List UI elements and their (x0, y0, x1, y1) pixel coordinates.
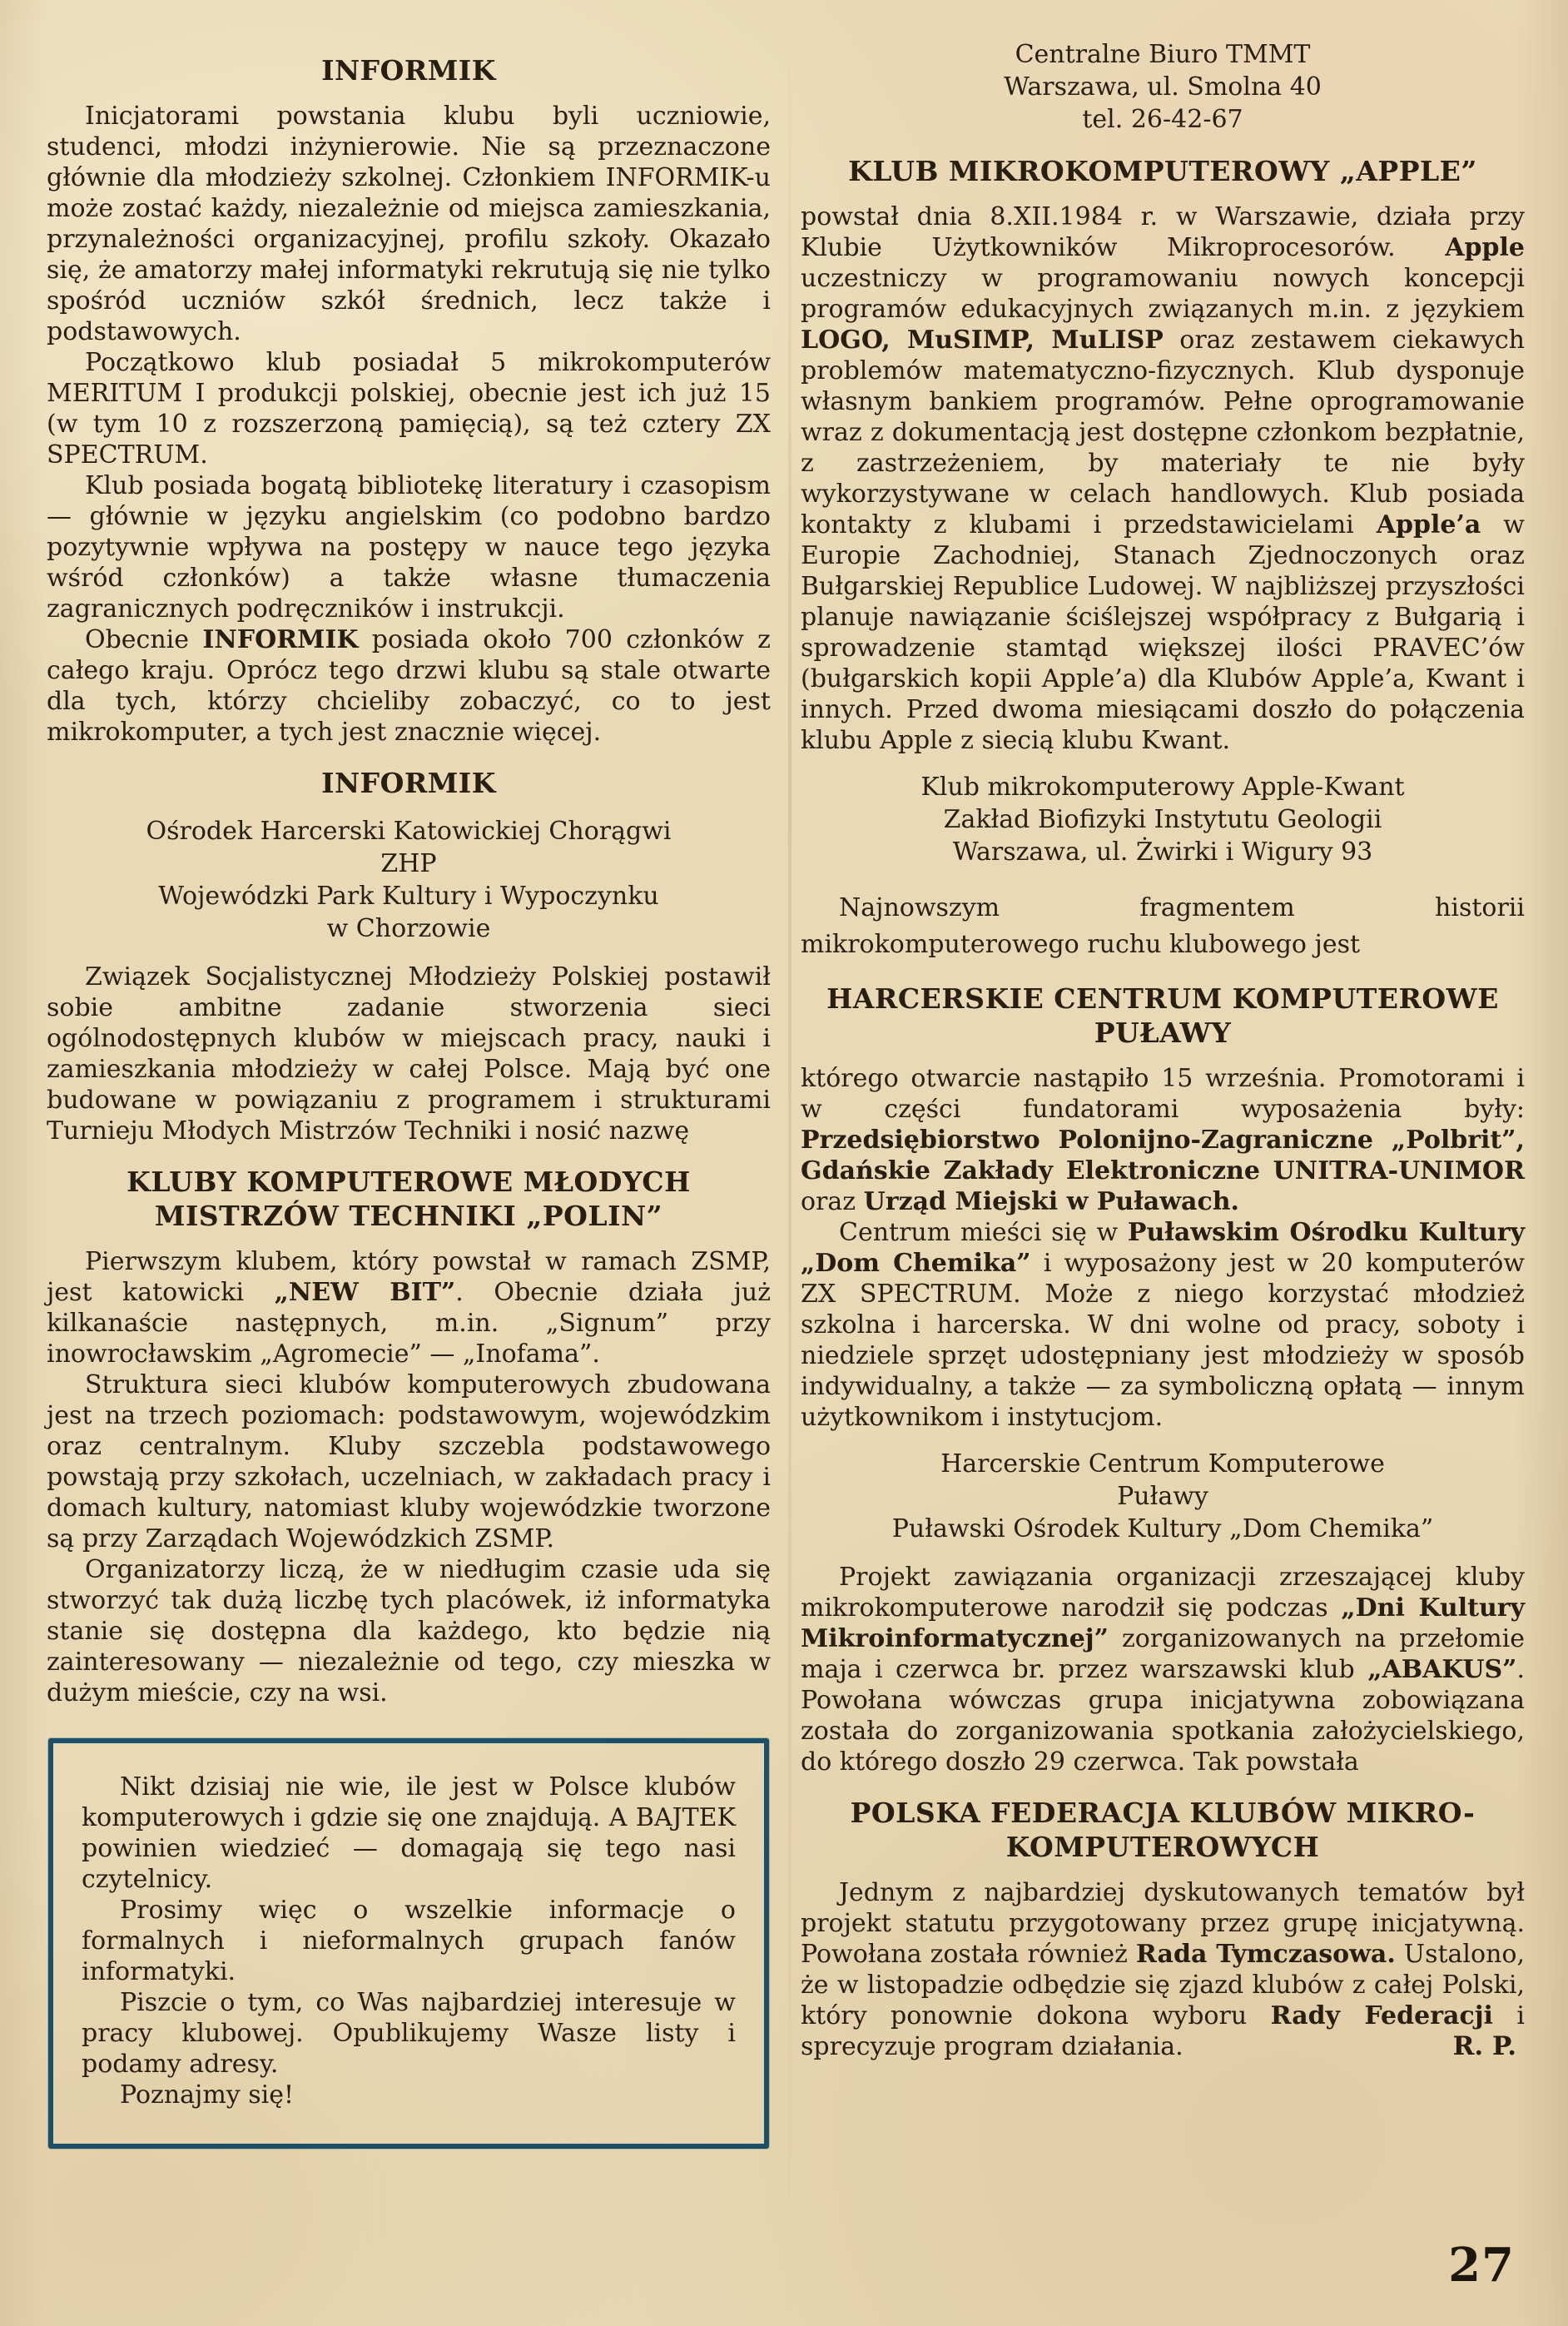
apple-paragraph: powstał dnia 8.XII.1984 r. w Warszawie, działa przy Klubie Użytkowników Mikroprocesorów. Apple uczestniczy w programowaniu nowych koncepcji programów edukacyjnych związanych m.in. z językiem LOGO, MuSIMP, MuLISP oraz zestawem ciekawych problemów matematyczno-fizycznych. Klub dysponuje własnym bankiem programów. Pełne oprogramowanie wraz z dokumentacją jest dostępne członkom bezpłatnie, z zastrzeżeniem, by materiały te nie były wykorzystywane w celach handlowych. Klub posiada kontakty z klubami i przedstawicielami Apple’a w Europie Zachodniej, Stanach Zjednoczonych oraz Bułgarskiej Republice Ludowej. W najbliższej przyszłości planuje nawiązanie ściślejszej współpracy z Bułgarią i sprowadzenie stamtąd większej ilości PRAVEC’ów (bułgarskich kopii Apple’a) dla Klubów Apple’a, Kwant i innych. Przed dwoma miesiącami doszło do połączenia klubu Apple z siecią klubu Kwant. (801, 202, 1525, 755)
address-line: Puławski Ośrodek Kultury „Dom Chemika” (891, 1514, 1434, 1543)
organizatorzy-paragraph: Organizatorzy liczą, że w niedługim czasie uda się stworzyć tak dużą liczbę tych placówek, iż informatyka stanie się dostępna dla każdego, kto będzie nią zainteresowany — niezależnie od tego, czy mieszka w dużym mieście, czy na wsi. (47, 1555, 771, 1707)
address-line: Harcerskie Centrum Komputerowe (940, 1449, 1385, 1479)
meritum-paragraph: Początkowo klub posiadał 5 mikrokomputerów MERITUM I produkcji polskiej, obecnie jest ich już 15 (w tym 10 z rozszerzoną pamięcią), są też cztery ZX SPECTRUM. (47, 348, 771, 470)
library-paragraph: Klub posiada bogatą bibliotekę literatury i czasopism — głównie w języku angielskim (co podobno bardzo pozytywnie wpływa na postępy w nauce tego języka wśród członków) a także własne tłumaczenia zagranicznych podręczników i instrukcji. (47, 471, 771, 624)
zsmp-paragraph: Związek Socjalistycznej Młodzieży Polskiej postawił sobie ambitne zadanie stworzenia sieci ogólnodostępnych klubów w miejscach pracy, nauki i zamieszkania młodzieży w całej Polsce. Mają być one budowane w powiązaniu z programem i strukturami Turnieju Młodych Mistrzów Techniki i nosić nazwę (47, 962, 771, 1146)
address-line: w Chorzowie (326, 914, 491, 943)
members-paragraph: Obecnie INFORMIK posiada około 700 członków z całego kraju. Oprócz tego drzwi klubu są stale otwarte dla tych, którzy chcieliby zobaczyć, co to jest mikrokomputer, a tych jest znacznie więcej. (47, 625, 771, 747)
hck-address (801, 1448, 1525, 1545)
address-line: Warszawa, ul. Żwirki i Wigury 93 (952, 837, 1373, 867)
informik-intro-paragraph: Inicjatorami powstania klubu byli uczniowie, studenci, młodzi inżynierowie. Nie są przeznaczone głównie dla młodzieży szkolnej. Członkiem INFORMIK-u może zostać każdy, niezależnie od miejsca zamieszkania, przynależności organizacyjnej, profilu szkoły. Okazało się, że amatorzy małej informatyki rekrutują się nie tylko spośród uczniów szkół średnich, lecz także i podstawowych. (47, 102, 771, 346)
address-line: Puławy (1117, 1482, 1208, 1511)
callout-box (48, 1738, 769, 2149)
address-line: Ośrodek Harcerski Katowickiej Chorągwi (146, 817, 672, 846)
heading-line: KOMPUTEROWYCH (1005, 1831, 1320, 1863)
page-number: 27 (1448, 2238, 1515, 2293)
struktura-paragraph: Struktura sieci klubów komputerowych zbudowana jest na trzech poziomach: podstawowym, wojewódzkim oraz centralnym. Kluby szczebla podstawowego powstają przy szkołach, uczelniach, w zakładach pracy i domach kultury, natomiast kluby wojewódzkie tworzone są przy Zarządach Wojewódzkich ZSMP. (47, 1370, 771, 1553)
pulawy-opening-paragraph: którego otwarcie nastąpiło 15 września. Promotorami i w części fundatorami wyposażenia były: Przedsiębiorstwo Polonijno-Zagraniczne „Polbrit”, Gdańskie Zakłady Elektroniczne UNITRA-UNIMOR oraz Urząd Miejski w Puławach. (801, 1064, 1525, 1216)
harcerskie-centrum-heading (801, 982, 1525, 1050)
heading-line: PUŁAWY (1094, 1016, 1232, 1049)
pulawy-centrum-paragraph: Centrum mieści się w Puławskim Ośrodku Kultury „Dom Chemika” i wyposażony jest w 20 komputerów ZX SPECTRUM. Może z niego korzystać młodzież szkolna i harcerska. W dni wolne od pracy, soboty i niedziele sprzęt udostępniany jest młodzieży w sposób indywidualny, a także — za symboliczną opłatą — innym użytkownikom i instytucjom. (801, 1218, 1525, 1432)
address-line: Centralne Biuro TMMT (1015, 40, 1311, 69)
tmmt-address (801, 38, 1525, 136)
informik-heading-2: INFORMIK (321, 767, 496, 799)
address-line: Zakład Biofizyki Instytutu Geologii (943, 805, 1382, 834)
address-line: ZHP (380, 849, 437, 878)
abakus-paragraph: Projekt zawiązania organizacji zrzeszającej kluby mikrokomputerowe narodził się podczas „Dni Kultury Mikroinformatycznej” zorganizowanych na przełomie maja i czerwca br. przez warszawski klub „ABAKUS”. Powołana wówczas grupa inicjatywna zobowiązana została do zorganizowania spotkania założycielskiego, do którego doszło 29 czerwca. Tak powstała (801, 1563, 1526, 1777)
informik-address (47, 815, 771, 945)
heading-line: HARCERSKIE CENTRUM KOMPUTEROWE (826, 982, 1499, 1015)
author-initials: R. P. (1452, 2031, 1516, 2061)
address-line: Warszawa, ul. Smolna 40 (1004, 72, 1322, 102)
federacja-heading (801, 1796, 1525, 1864)
heading-line: POLSKA FEDERACJA KLUBÓW MIKRO- (850, 1797, 1476, 1829)
callout-paragraph: Nikt dzisiaj nie wie, ile jest w Polsce klubów komputerowych i gdzie się one znajdują. A BAJTEK powinien wiedzieć — domagają się tego nasi czytelnicy. (82, 1772, 736, 1894)
kluby-polin-heading (47, 1165, 771, 1233)
address-line: Klub mikrokomputerowy Apple-Kwant (920, 773, 1405, 802)
address-line: Wojewódzki Park Kultury i Wypoczynku (158, 882, 659, 911)
heading-line: KLUBY KOMPUTEROWE MŁODYCH (127, 1165, 691, 1198)
informik-heading-1: INFORMIK (321, 54, 496, 87)
heading-line: MISTRZÓW TECHNIKI „POLIN” (154, 1200, 663, 1232)
callout-closing-line: Poznajmy się! (120, 2080, 295, 2110)
newbit-paragraph: Pierwszym klubem, który powstał w ramach ZSMP, jest katowicki „NEW BIT”. Obecnie działa już kilkanaście następnych, m.in. „Signum” przy inowrocławskim „Agromecie” — „Inofama”. (47, 1247, 771, 1369)
callout-paragraph: Prosimy więc o wszelkie informacje o formalnych i nieformalnych grupach fanów informatyki. (82, 1896, 736, 1986)
klub-apple-heading: KLUB MIKROKOMPUTEROWY „APPLE” (848, 155, 1477, 187)
federacja-paragraph: Jednym z najbardziej dyskutowanych tematów był projekt statutu przygotowany przez grupę inicjatywną. Powołana została również Rada Tymczasowa. Ustalono, że w listopadzie odbędzie się zjazd klubów z całej Polski, który ponownie dokona wyboru Rady Federacji i sprecyzuje program działania. (801, 1878, 1526, 2061)
right-column (801, 35, 1525, 2149)
apple-kwant-address (801, 771, 1525, 868)
intro-paragraph: Najnowszym fragmentem historii mikrokomputerowego ruchu klubowego jest (801, 893, 1525, 959)
callout-paragraph: Piszcie o tym, co Was najbardziej interesuje w pracy klubowej. Opublikujemy Wasze listy i podamy adresy. (82, 1988, 736, 2079)
address-line: tel. 26-42-67 (1082, 105, 1243, 134)
left-column (47, 35, 771, 2149)
